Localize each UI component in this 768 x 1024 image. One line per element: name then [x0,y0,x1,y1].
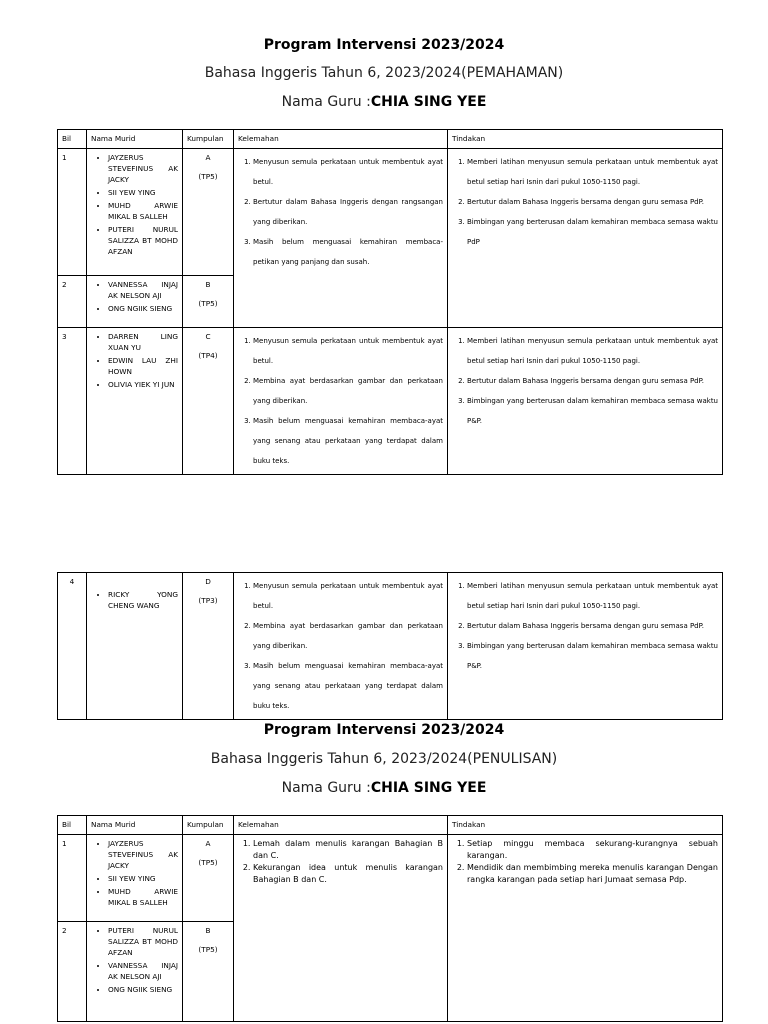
action-item: 2. Bertutur dalam Bahasa Inggeris bersama dengan guru semasa PdP. [467,192,718,212]
col-header-kumpulan: Kumpulan [183,816,234,835]
col-header-tindakan: Tindakan [448,130,723,149]
student-name: • DARREN LING XUAN YU [108,331,178,353]
teacher-label: Nama Guru : [281,780,371,796]
row-bil: 2 [58,276,87,328]
row-bil: 4 [58,573,87,720]
weakness-item: 3. Masih belum menguasai kemahiran membaca-ayat yang senang atau perkataan yang terdapat dalam buku teks. [253,656,443,716]
group-cell [183,328,234,475]
weakness-item: 1. Menyusun semula perkataan untuk membentuk ayat betul. [253,576,443,616]
action-cell [448,328,723,475]
group-level: (TP5) [198,858,218,867]
student-name: • MUHD ARWIE MIKAL B SALLEH [108,200,178,222]
weakness-item: 2. Membina ayat berdasarkan gambar dan perkataan yang diberikan. [253,371,443,411]
col-header-kelemahan: Kelemahan [234,130,448,149]
weakness-cell [234,328,448,475]
row-bil: 3 [58,328,87,475]
section1-subtitle: Bahasa Inggeris Tahun 6, 2023/2024(PEMAHAMAN) [204,65,564,81]
student-name: • VANNESSA INJAJ AK NELSON AJI [108,960,178,982]
names-cell [87,573,183,720]
table-pemahaman-continued [57,572,723,720]
student-name: • JAYZERUS STEVEFINUS AK JACKY [108,152,178,185]
action-item: 1. Memberi latihan menyusun semula perkataan untuk membentuk ayat betul setiap hari Isnin dari pukul 1050-1150 pagi. [467,152,718,192]
action-item: 2. Mendidik dan membimbing mereka menulis karangan Dengan rangka karangan pada setiap hari Jumaat semasa Pdp. [467,862,718,886]
table-header-row [58,816,723,835]
table-penulisan [57,815,723,1022]
weakness-item: 2. Membina ayat berdasarkan gambar dan perkataan yang diberikan. [253,616,443,656]
col-header-bil: Bil [58,816,87,835]
col-header-nama: Nama Murid [87,816,183,835]
group-cell [183,835,234,922]
group-level: (TP5) [198,172,218,181]
col-header-bil: Bil [58,130,87,149]
teacher-name: CHIA SING YEE [370,780,487,796]
weakness-item: 1. Lemah dalam menulis karangan Bahagian B dan C. [253,838,443,862]
action-item: 1. Setiap minggu membaca sekurang-kurangnya sebuah karangan. [467,838,718,862]
section2-subtitle: Bahasa Inggeris Tahun 6, 2023/2024(PENULISAN) [210,751,558,767]
weakness-cell [234,149,448,328]
col-header-kelemahan: Kelemahan [234,816,448,835]
group-cell [183,149,234,276]
section2-title: Program Intervensi 2023/2024 [263,722,505,738]
action-item: 3. Bimbingan yang berterusan dalam kemahiran membaca semasa waktu PdP [467,212,718,252]
student-name: • PUTERI NURUL SALIZZA BT MOHD AFZAN [108,925,178,958]
weakness-item: 3. Masih belum menguasai kemahiran membaca-petikan yang panjang dan susah. [253,232,443,272]
row-bil: 1 [58,835,87,922]
group-cell [183,573,234,720]
group-letter: B [205,926,211,935]
weakness-item: 2. Bertutur dalam Bahasa Inggeris dengan rangsangan yang diberikan. [253,192,443,232]
names-cell [87,149,183,276]
col-header-nama: Nama Murid [87,130,183,149]
table-row [58,149,723,276]
section1-teacher [0,94,768,110]
action-cell [448,573,723,720]
student-name: • RICKY YONG CHENG WANG [108,589,178,611]
weakness-item: 3. Masih belum menguasai kemahiran membaca-ayat yang senang atau perkataan yang terdapat dalam buku teks. [253,411,443,471]
group-letter: D [205,577,211,586]
student-name: • PUTERI NURUL SALIZZA BT MOHD AFZAN [108,224,178,257]
action-cell [448,149,723,328]
col-header-tindakan: Tindakan [448,816,723,835]
names-cell [87,276,183,328]
student-name: • MUHD ARWIE MIKAL B SALLEH [108,886,178,908]
weakness-item: 1. Menyusun semula perkataan untuk membentuk ayat betul. [253,331,443,371]
action-item: 3. Bimbingan yang berterusan dalam kemahiran membaca semasa waktu P&P. [467,636,718,676]
row-bil: 2 [58,922,87,1022]
group-letter: C [205,332,211,341]
student-name: • ONG NGIIK SIENG [108,984,178,995]
student-name: • VANNESSA INJAJ AK NELSON AJI [108,279,178,301]
weakness-cell [234,573,448,720]
table-row [58,573,723,720]
table-row [58,835,723,922]
action-item: 2. Bertutur dalam Bahasa Inggeris bersama dengan guru semasa PdP. [467,616,718,636]
group-letter: A [205,153,211,162]
student-name: • SII YEW YING [108,187,178,198]
action-cell [448,835,723,1022]
weakness-item: 2. Kekurangan idea untuk menulis karangan Bahagian B dan C. [253,862,443,886]
table-pemahaman [57,129,723,475]
group-letter: B [205,280,211,289]
group-level: (TP5) [198,299,218,308]
col-header-kumpulan: Kumpulan [183,130,234,149]
section1-title: Program Intervensi 2023/2024 [263,37,505,53]
teacher-label: Nama Guru : [281,94,371,110]
group-level: (TP5) [198,945,218,954]
student-name: • ONG NGIIK SIENG [108,303,178,314]
table-header-row [58,130,723,149]
names-cell [87,835,183,922]
student-name: • EDWIN LAU ZHI HOWN [108,355,178,377]
names-cell [87,328,183,475]
table-row [58,328,723,475]
group-level: (TP4) [198,351,218,360]
group-cell [183,276,234,328]
action-item: 2. Bertutur dalam Bahasa Inggeris bersama dengan guru semasa PdP. [467,371,718,391]
section2-teacher [0,780,768,796]
names-cell [87,922,183,1022]
action-item: 1. Memberi latihan menyusun semula perkataan untuk membentuk ayat betul setiap hari Isnin dari pukul 1050-1150 pagi. [467,331,718,371]
group-letter: A [205,839,211,848]
row-bil: 1 [58,149,87,276]
action-item: 3. Bimbingan yang berterusan dalam kemahiran membaca semasa waktu P&P. [467,391,718,431]
action-item: 1. Memberi latihan menyusun semula perkataan untuk membentuk ayat betul setiap hari Isnin dari pukul 1050-1150 pagi. [467,576,718,616]
student-name: • JAYZERUS STEVEFINUS AK JACKY [108,838,178,871]
student-name: • OLIVIA YIEK YI JUN [108,379,178,390]
weakness-cell [234,835,448,1022]
teacher-name: CHIA SING YEE [370,94,487,110]
student-name: • SII YEW YING [108,873,178,884]
group-cell [183,922,234,1022]
weakness-item: 1. Menyusun semula perkataan untuk membentuk ayat betul. [253,152,443,192]
group-level: (TP3) [198,596,218,605]
